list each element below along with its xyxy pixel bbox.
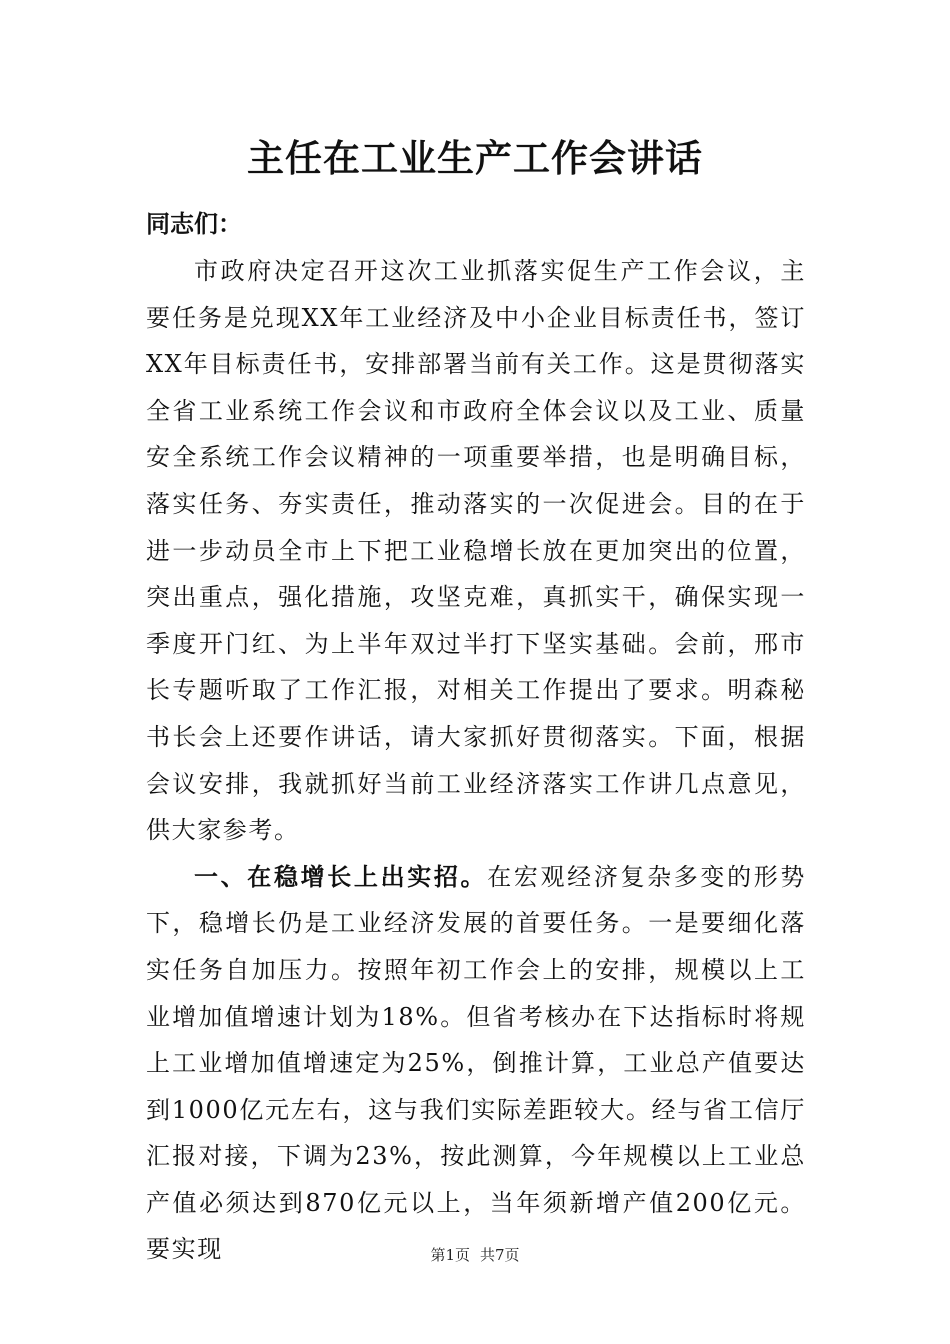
page-footer bbox=[0, 1245, 950, 1265]
salutation: 同志们： bbox=[146, 210, 242, 238]
paragraph-intro-text: 市政府决定召开这次工业抓落实促生产工作会议，主要任务是兑现XX年工业经济及中小企业目标责任书，签订XX年目标责任书，安排部署当前有关工作。这是贯彻落实全省工业系统工作会议和市政府全体会议以及工业、质量安全系统工作会议精神的一项重要举措，也是明确目标，落实任务、夯实责任，推动落实的一次促进会。目的在于进一步动员全市上下把工业稳增长放在更加突出的位置，突出重点，强化措施，攻坚克难，真抓实干，确保实现一季度开门红、为上半年双过半打下坚实基础。会前，邢市长专题听取了工作汇报，对相关工作提出了要求。明森秘书长会上还要作讲话，请大家抓好贯彻落实。下面，根据会议安排，我就抓好当前工业经济落实工作讲几点意见，供大家参考。 bbox=[146, 257, 806, 845]
page-number: 第1页 bbox=[430, 1246, 470, 1264]
paragraph-section-one bbox=[146, 854, 806, 1273]
document-body bbox=[146, 248, 806, 1273]
page-total: 共7页 bbox=[480, 1246, 520, 1264]
document-title: 主任在工业生产工作会讲话 bbox=[247, 136, 703, 180]
paragraph-section-one-text: 在宏观经济复杂多变的形势下，稳增长仍是工业经济发展的首要任务。一是要细化落实任务自加压力。按照年初工作会上的安排，规模以上工业增加值增速计划为18%。但省考核办在下达指标时将规上工业增加值增速定为25%，倒推计算，工业总产值要达到1000亿元左右，这与我们实际差距较大。经与省工信厅汇报对接，下调为23%，按此测算，今年规模以上工业总产值必须达到870亿元以上，当年须新增产值200亿元。要实现 bbox=[146, 862, 806, 1264]
section-heading: 一、在稳增长上出实招。 bbox=[194, 862, 488, 891]
paragraph-intro bbox=[146, 248, 806, 854]
